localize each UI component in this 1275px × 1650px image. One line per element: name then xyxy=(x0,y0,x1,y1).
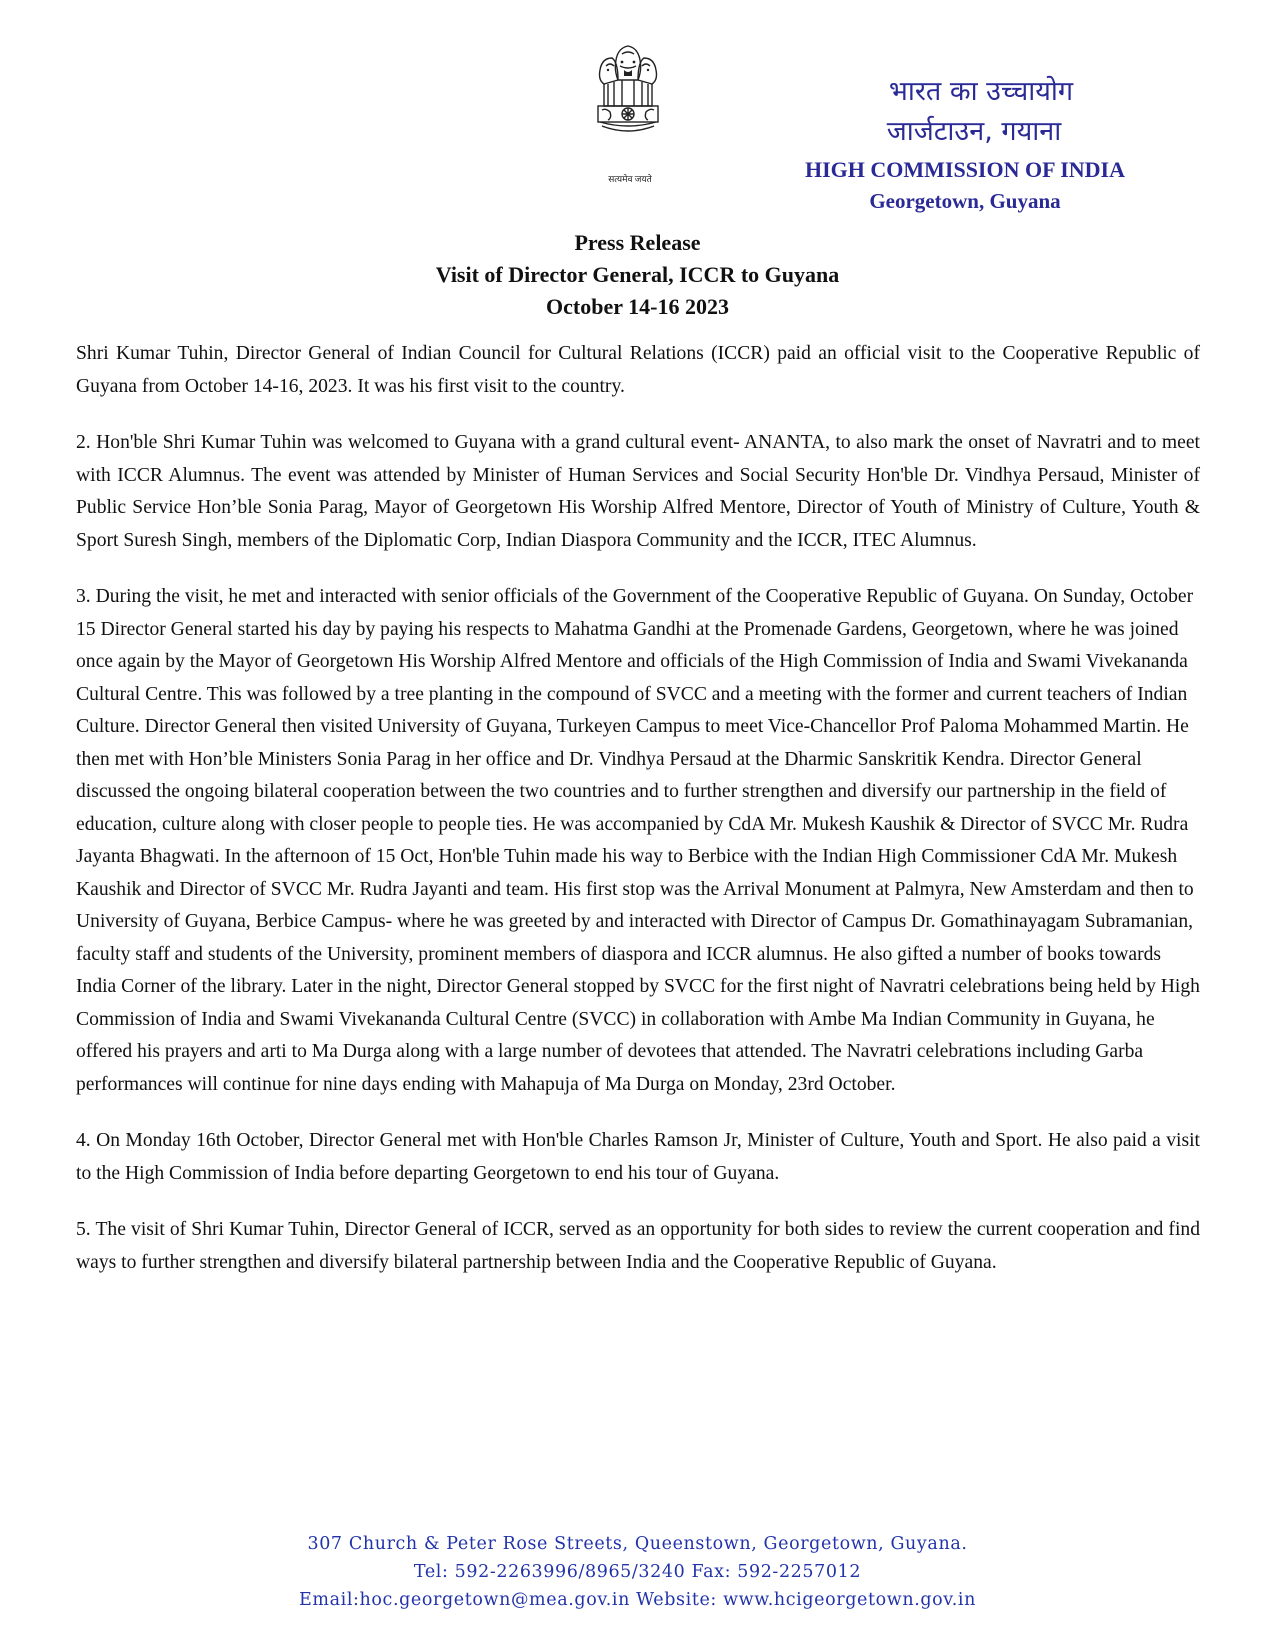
press-release-body xyxy=(76,338,1200,1303)
state-emblem-icon xyxy=(578,40,678,190)
hindi-org-location: जार्जटाउन, गयाना xyxy=(886,116,1062,147)
contact-footer xyxy=(0,1530,1275,1614)
press-release-title xyxy=(0,227,1275,323)
footer-phone: Tel: 592-2263996/8965/3240 Fax: 592-2257012 xyxy=(413,1562,862,1582)
org-name: HIGH COMMISSION OF INDIA xyxy=(804,157,1126,182)
paragraph-2: 2. Hon'ble Shri Kumar Tuhin was welcomed to Guyana with a grand cultural event- ANANTA, to also mark the onset of Navratri and to meet with ICCR Alumnus. The event was attended by Minister of Human Services and Social Security Hon'ble Dr. Vindhya Persaud, Minister of Public Service Hon’ble Sonia Parag, Mayor of Georgetown His Worship Alfred Mentore, Director of Youth of Ministry of Culture, Youth & Sport Suresh Singh, members of the Diplomatic Corp, Indian Diaspora Community and the ICCR, ITEC Alumnus. xyxy=(76,432,1200,551)
footer-address: 307 Church & Peter Rose Streets, Queenstown, Georgetown, Guyana. xyxy=(307,1534,968,1554)
title-line-2: Visit of Director General, ICCR to Guyana xyxy=(435,262,840,287)
org-location: Georgetown, Guyana xyxy=(869,189,1061,213)
emblem-motto: सत्यमेव जयते xyxy=(608,174,652,184)
paragraph-3: 3. During the visit, he met and interacted with senior officials of the Government of the Cooperative Republic of Guyana. On Sunday, October 15 Director General started his day by paying his respects to Mahatma Gandhi at the Promenade Gardens, Georgetown, where he was joined once again by the Mayor of Georgetown His Worship Alfred Mentore and officials of the High Commission of India and Swami Vivekananda Cultural Centre. This was followed by a tree planting in the compound of SVCC and a meeting with the former and current teachers of Indian Culture. Director General then visited University of Guyana, Turkeyen Campus to meet Vice-Chancellor Prof Paloma Mohammed Martin. He then met with Hon’ble Ministers Sonia Parag in her office and Dr. Vindhya Persaud at the Dharmic Sanskritik Kendra. Director General discussed the ongoing bilateral cooperation between the two countries and to further strengthen and diversify our partnership in the field of education, culture along with closer people to people ties. He was accompanied by CdA Mr. Mukesh Kaushik & Director of SVCC Mr. Rudra Jayanta Bhagwati. In the afternoon of 15 Oct, Hon'ble Tuhin made his way to Berbice with the Indian High Commissioner CdA Mr. Mukesh Kaushik and Director of SVCC Mr. Rudra Jayanti and team. His first stop was the Arrival Monument at Palmyra, New Amsterdam and then to University of Guyana, Berbice Campus- where he was greeted by and interacted with Director of Campus Dr. Gomathinayagam Subramanian, faculty staff and students of the University, prominent members of diaspora and ICCR alumnus. He also gifted a number of books towards India Corner of the library. Later in the night, Director General stopped by SVCC for the first night of Navratri celebrations being held by High Commission of India and Swami Vivekananda Cultural Centre (SVCC) in collaboration with Ambe Ma Indian Community in Guyana, he offered his prayers and arti to Ma Durga along with a large number of devotees that attended. The Navratri celebrations including Garba performances will continue for nine days ending with Mahapuja of Ma Durga on Monday, 23rd October. xyxy=(76,586,1200,1095)
organization-letterhead xyxy=(770,72,1160,216)
paragraph-4: 4. On Monday 16th October, Director General met with Hon'ble Charles Ramson Jr, Minister of Culture, Youth and Sport. He also paid a visit to the High Commission of India before departing Georgetown to end his tour of Guyana. xyxy=(76,1130,1200,1184)
title-line-1: Press Release xyxy=(574,230,701,255)
title-line-3: October 14-16 2023 xyxy=(546,294,729,319)
paragraph-5: 5. The visit of Shri Kumar Tuhin, Director General of ICCR, served as an opportunity for both sides to review the current cooperation and find ways to further strengthen and diversify bilateral partnership between India and the Cooperative Republic of Guyana. xyxy=(76,1219,1200,1273)
paragraph-intro: Shri Kumar Tuhin, Director General of Indian Council for Cultural Relations (ICCR) paid an official visit to the Cooperative Republic of Guyana from October 14-16, 2023. It was his first visit to the country. xyxy=(76,343,1200,397)
footer-email-website: Email:hoc.georgetown@mea.gov.in Website: www.hcigeorgetown.gov.in xyxy=(299,1590,976,1610)
hindi-org-name: भारत का उच्चायोग xyxy=(888,76,1074,107)
